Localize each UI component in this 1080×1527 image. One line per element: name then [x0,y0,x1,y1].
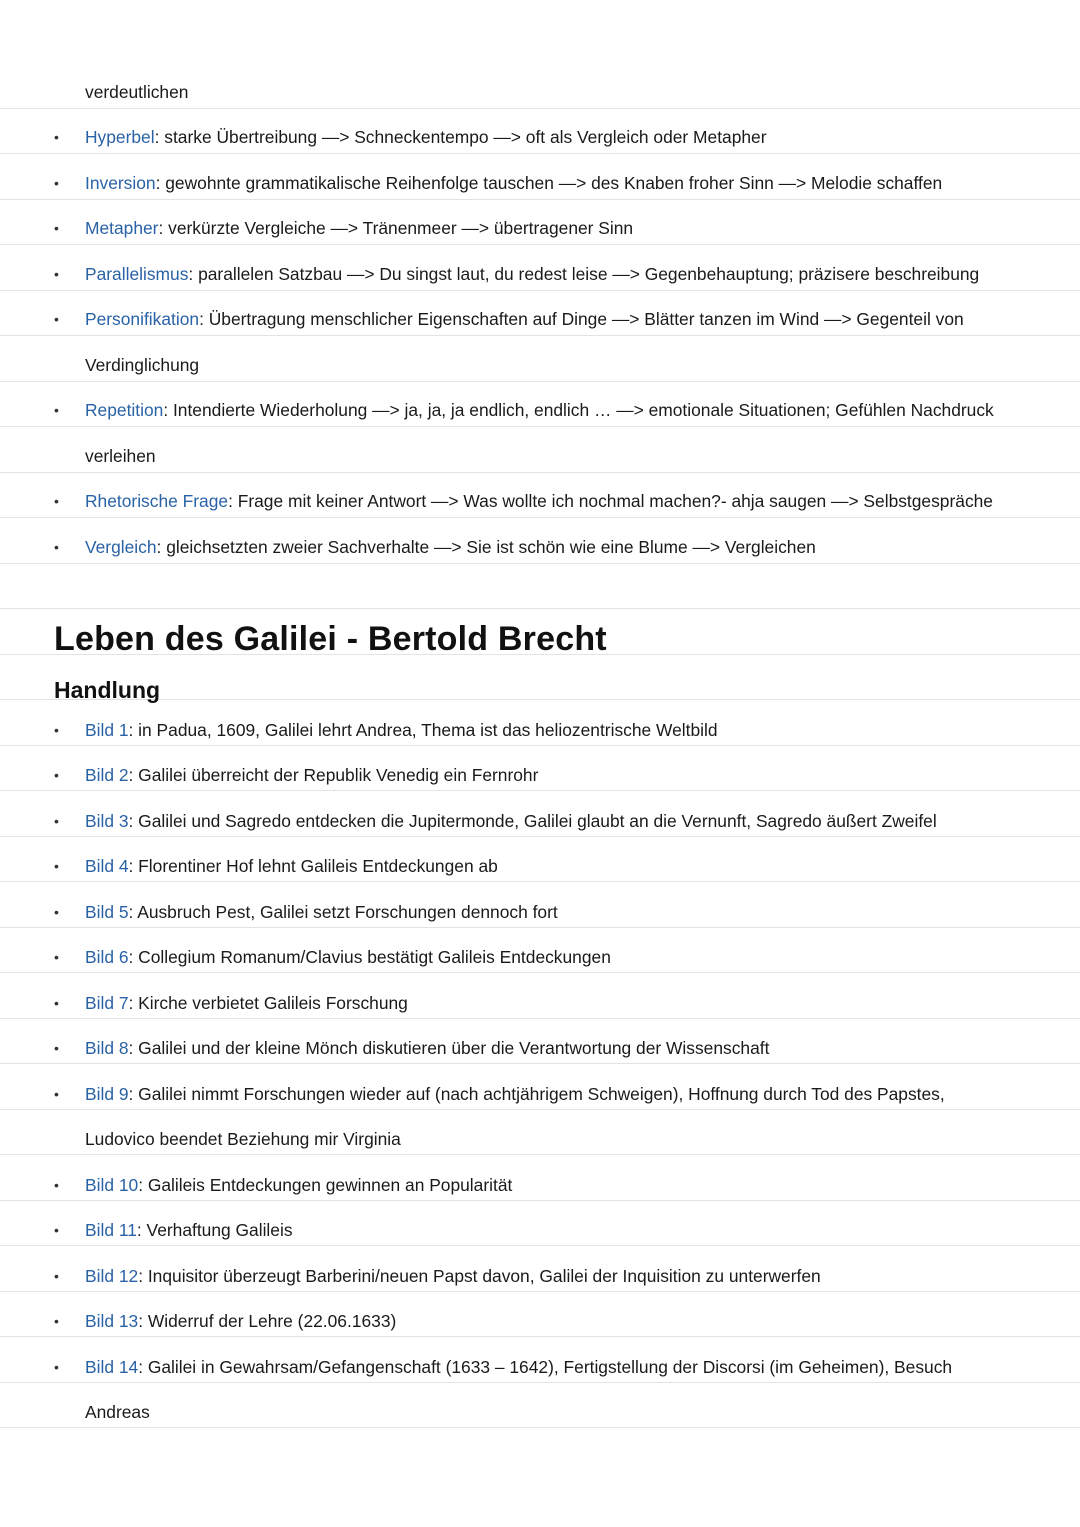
term-description: : in Padua, 1609, Galilei lehrt Andrea, Thema ist das heliozentrische Weltbild [128,719,718,740]
list-item [0,928,1080,974]
term-description: : Frage mit keiner Antwort —> Was wollte ich nochmal machen?- ahja saugen —> Selbstgespräche [228,491,993,511]
ruled-line [0,563,1080,564]
list-item [0,791,1080,837]
term-label: Metapher [85,218,159,238]
bullet-icon: • [54,767,59,783]
section-subtitle: Handlung [54,677,161,703]
term-label: Repetition [85,400,164,420]
term-description: : Galilei in Gewahrsam/Gefangenschaft (1633 – 1642), Fertigstellung der Discorsi (im Geheimen), Besuch [138,1356,953,1377]
term-description: : Collegium Romanum/Clavius bestätigt Galileis Entdeckungen [128,947,611,967]
term-description: : Galilei nimmt Forschungen wieder auf (nach achtjährigem Schweigen), Hoffnung durch Tod des Papstes, [128,1083,945,1104]
term-description: : Ausbruch Pest, Galilei setzt Forschungen dennoch fort [128,901,558,922]
term-description: : parallelen Satzbau —> Du singst laut, du redest leise —> Gegenbehauptung; präzisere beschreibung [188,263,980,284]
term-label: Parallelismus [85,263,189,284]
term-label: Bild 1 [85,719,129,740]
list-item [0,746,1080,792]
bullet-icon: • [54,311,59,327]
list-item-continuation [0,426,1080,472]
term-label: Bild 12 [85,1265,139,1286]
list-item [0,1019,1080,1065]
term-description: : Intendierte Wiederholung —> ja, ja, ja endlich, endlich … —> emotionale Situationen; Gefühlen Nachdruck [163,400,994,420]
bullet-icon: • [54,1040,59,1056]
bullet-icon: • [54,129,59,145]
term-label: Bild 7 [85,992,129,1013]
continuation-text: verleihen [85,445,156,466]
list-item-continuation [0,335,1080,381]
continuation-text: Andreas [85,1402,150,1422]
term-description: : Florentiner Hof lehnt Galileis Entdeckungen ab [128,856,498,876]
term-label: Bild 9 [85,1083,129,1104]
term-label: Bild 4 [85,856,129,876]
term-description: : Galilei und der kleine Mönch diskutieren über die Verantwortung der Wissenschaft [128,1038,770,1058]
term-description: : Galileis Entdeckungen gewinnen an Popularität [138,1174,513,1195]
term-description: : Widerruf der Lehre (22.06.1633) [138,1311,397,1331]
list-item [0,1337,1080,1383]
list-item [0,108,1080,154]
continuation-text: Verdinglichung [85,354,200,375]
term-label: Bild 10 [85,1174,139,1195]
continuation-text: verdeutlichen [85,81,189,102]
term-label: Hyperbel [85,127,155,147]
continuation-text: Ludovico beendet Beziehung mir Virginia [85,1129,401,1149]
bullet-icon: • [54,1313,59,1329]
bullet-icon: • [54,1176,59,1193]
term-label: Bild 6 [85,947,129,967]
term-description: : Galilei überreicht der Republik Venedig ein Fernrohr [128,765,539,785]
bullet-icon: • [54,903,59,920]
term-description: : Inquisitor überzeugt Barberini/neuen Papst davon, Galilei der Inquisition zu unterwerfen [138,1265,821,1286]
list-item [0,1292,1080,1338]
term-label: Rhetorische Frage [85,491,229,511]
list-item [0,381,1080,427]
bullet-icon: • [54,1358,59,1375]
list-item [0,1155,1080,1201]
list-item [0,290,1080,336]
term-label: Bild 13 [85,1311,139,1331]
term-description: : verkürzte Vergleiche —> Tränenmeer —> übertragener Sinn [158,218,634,238]
bullet-icon: • [54,538,59,555]
term-label: Inversion [85,172,156,193]
bullet-icon: • [54,265,59,282]
list-item [0,517,1080,563]
list-item [0,700,1080,746]
bullet-icon: • [54,1267,59,1284]
bullet-icon: • [54,1222,59,1238]
term-description: : Galilei und Sagredo entdecken die Jupitermonde, Galilei glaubt an die Vernunft, Sagredo äußert Zweifel [128,810,937,831]
term-description: : Kirche verbietet Galileis Forschung [128,992,408,1013]
term-label: Bild 2 [85,765,129,785]
bullet-icon: • [54,812,59,829]
list-item-continuation [0,1110,1080,1156]
bullet-icon: • [54,858,59,874]
bullet-icon: • [54,949,59,965]
list-item [0,1246,1080,1292]
term-description: : gleichsetzten zweier Sachverhalte —> Sie ist schön wie eine Blume —> Vergleichen [156,536,816,557]
list-item [0,882,1080,928]
list-item-continuation [0,62,1080,108]
term-label: Bild 11 [85,1220,137,1240]
bullet-icon: • [54,994,59,1011]
bullet-icon: • [54,721,59,738]
list-item [0,244,1080,290]
term-description: : Übertragung menschlicher Eigenschaften auf Dinge —> Blätter tanzen im Wind —> Gegenteil von [199,309,964,329]
term-label: Bild 3 [85,810,129,831]
list-item-continuation [0,1383,1080,1429]
list-item [0,199,1080,245]
bullet-icon: • [54,402,59,418]
bullet-icon: • [54,220,59,236]
ruled-line [0,608,1080,609]
term-label: Bild 8 [85,1038,129,1058]
term-label: Personifikation [85,309,200,329]
term-description: : Verhaftung Galileis [136,1220,293,1240]
list-item [0,837,1080,883]
list-item [0,1201,1080,1247]
list-item [0,1064,1080,1110]
list-item [0,153,1080,199]
section-title: Leben des Galilei - Bertold Brecht [54,620,607,658]
term-label: Bild 5 [85,901,129,922]
list-item [0,472,1080,518]
term-label: Bild 14 [85,1356,139,1377]
list-item [0,973,1080,1019]
bullet-icon: • [54,1085,59,1102]
term-description: : gewohnte grammatikalische Reihenfolge tauschen —> des Knaben froher Sinn —> Melodie schaffen [155,172,943,193]
bullet-icon: • [54,493,59,509]
term-description: : starke Übertreibung —> Schneckentempo —> oft als Vergleich oder Metapher [154,127,767,147]
term-label: Vergleich [85,536,157,557]
bullet-icon: • [54,174,59,191]
